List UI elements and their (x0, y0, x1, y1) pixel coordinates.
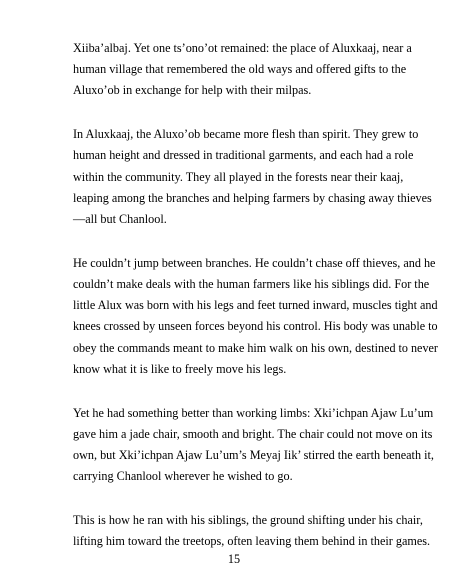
paragraph-5-line-2: lifting him toward the treetops, often leaving them behind in their games. (73, 534, 431, 549)
paragraph-2-line-1: In Aluxkaaj, the Aluxoʼob became more flesh than spirit. They grew to (73, 127, 419, 142)
paragraph-3-line-4: knees crossed by unseen forces beyond his control. His body was unable to (73, 319, 438, 334)
page-number: 15 (227, 552, 241, 566)
paragraph-3-line-1: He couldn’t jump between branches. He couldn’t chase off thieves, and he (73, 255, 436, 270)
paragraph-1-line-1: Xiibaʼalbaj. Yet one tsʼonoʼot remained: the place of Aluxkaaj, near a (73, 41, 412, 55)
paragraph-4-line-1: Yet he had something better than working limbs: Xki’ichpan Ajaw Lu’um (73, 405, 434, 420)
paragraph-3-line-6: know what it is like to freely move his legs. (73, 361, 287, 376)
paragraph-2-line-3: within the community. They all played in the forests near their kaaj, (73, 169, 404, 184)
paragraph-3-line-5: obey the commands meant to make him walk on his own, destined to never (73, 340, 438, 355)
paragraph-2-line-4: leaping among the branches and helping farmers by chasing away thieves (73, 190, 432, 205)
paragraph-5-line-1: This is how he ran with his siblings, the ground shifting under his chair, (73, 513, 423, 527)
paragraph-2-line-5: —all but Chanlool. (73, 212, 167, 226)
paragraph-4-line-4: carrying Chanlool wherever he wished to go. (73, 469, 293, 484)
paragraph-3-line-2: couldn’t make deals with the human farmers like his siblings did. For the (73, 277, 430, 291)
paragraph-4-line-2: gave him a jade chair, smooth and bright. The chair could not move on its (73, 426, 433, 441)
paragraph-1-line-2: human village that remembered the old ways and offered gifts to the (73, 62, 407, 77)
paragraph-4-line-3: own, but Xki’ichpan Ajaw Lu’um’s Meyaj Iik’ stirred the earth beneath it, (73, 448, 434, 462)
paragraph-1-line-3: Aluxoʼob in exchange for help with their milpas. (73, 83, 312, 98)
paragraph-3-line-3: little Alux was born with his legs and feet turned inward, muscles tight and (73, 298, 438, 313)
paragraph-2-line-2: human height and dressed in traditional garments, and each had a role (73, 148, 414, 163)
